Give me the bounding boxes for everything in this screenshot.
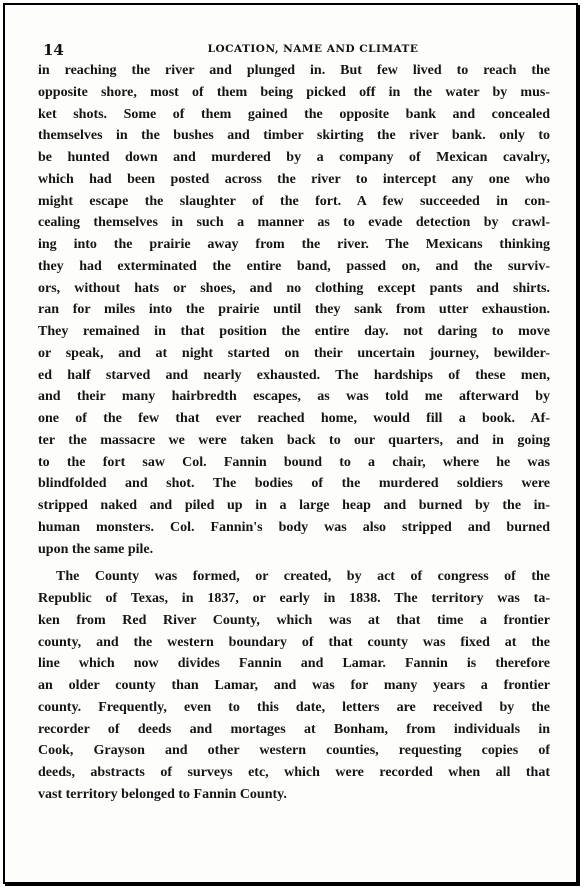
text-line: might escape the slaughter of the fort. A few succeeded in con- [38,193,550,209]
text-line: human monsters. Col. Fannin's body was also stripped and burned [38,519,550,535]
text-line: ter the massacre we were taken back to our quarters, and in going [38,432,550,448]
text-line: one of the few that ever reached home, would fill a book. Af- [38,411,550,426]
text-line: ran for miles into the prairie until they sank from utter exhaustion. [38,302,550,318]
text-line: They remained in that position the entire day. not daring to move [38,324,550,339]
text-line: ket shots. Some of them gained the opposite bank and concealed [38,106,550,122]
text-line: ors, without hats or shoes, and no clothing except pants and shirts. [38,280,550,296]
text-line: Republic of Texas, in 1837, or early in 1838. The territory was ta- [38,591,550,606]
text-line: in reaching the river and plunged in. But few lived to reach the [38,63,550,78]
text-line: opposite shore, most of them being picked off in the water by mus- [38,84,550,100]
page-header [43,41,553,61]
text-line: Cook, Grayson and other western counties, requesting copies of [38,743,550,759]
text-line: and their many hairbredth escapes, as was told me afterward by [38,389,550,405]
text-line: upon the same pile. [38,541,154,557]
text-line: stripped naked and piled up in a large heap and burned by the in- [38,498,550,513]
text-line: ken from Red River County, which was at that time a frontier [38,612,550,628]
text-line: ed half starved and nearly exhausted. The hardships of these men, [38,367,550,383]
text-line: be hunted down and murdered by a company of Mexican cavalry, [38,150,550,165]
text-line: an older county than Lamar, and was for many years a frontier [38,678,550,693]
text-line: recorder of deeds and mortages at Bonham, from individuals in [38,721,550,737]
text-line: blindfolded and shot. The bodies of the murdered soldiers were [38,476,550,492]
text-line: themselves in the bushes and timber skirting the river bank. only to [38,128,550,144]
text-line: ing into the prairie away from the river. The Mexicans thinking [38,237,550,252]
text-line: vast territory belonged to Fannin County. [38,786,287,802]
body-text [38,60,550,806]
text-line: deeds, abstracts of surveys etc, which were recorded when all that [38,765,550,780]
text-line: county. Frequently, even to this date, letters are received by the [38,699,550,715]
text-line: or speak, and at night started on their uncertain journey, bewilder- [38,345,550,361]
paragraph [38,566,550,805]
text-line: cealing themselves in such a manner as to evade detection by crawl- [38,215,550,231]
text-line: line which now divides Fannin and Lamar. Fannin is therefore [38,656,550,672]
page-number: 14 [43,41,64,59]
text-line: which had been posted across the river to intercept any one who [38,171,550,187]
text-line: county, and the western boundary of that county was fixed at the [38,634,550,650]
text-line: The County was formed, or created, by act of congress of the [56,569,550,585]
paragraph [38,60,550,560]
text-line: to the fort saw Col. Fannin bound to a chair, where he was [38,454,550,470]
running-head: LOCATION, NAME AND CLIMATE [207,43,419,55]
text-line: they had exterminated the entire band, passed on, and the surviv- [38,258,550,274]
